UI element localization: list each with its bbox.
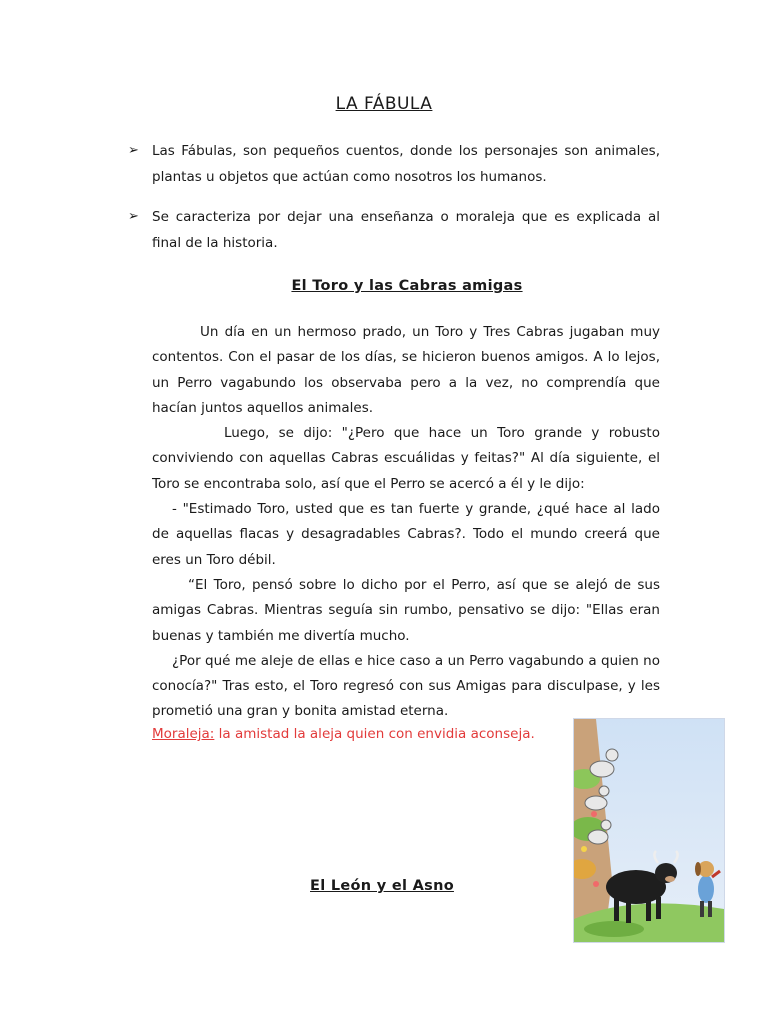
story-paragraph: Un día en un hermoso prado, un Toro y Tres Cabras jugaban muy contentos. Con el pasar de los días, se hicieron buenos amigos. A lo lejos, un Perro vagabundo los observaba pero a la vez, no comprendía que hacían juntos aquellos animales. — [152, 324, 660, 416]
moral-label: Moraleja: — [152, 726, 215, 742]
moral-line — [152, 726, 535, 742]
bullet-item — [128, 138, 660, 190]
bull-goats-dog-illustration — [573, 718, 725, 943]
page-title: LA FÁBULA — [335, 94, 433, 114]
arrow-bullet-icon: ➢ — [128, 209, 139, 224]
story-paragraph: - "Estimado Toro, usted que es tan fuerte y grande, ¿qué hace al lado de aquellas flacas y desagradables Cabras?. Todo el mundo creerá que eres un Toro débil. — [152, 501, 660, 568]
story-body — [152, 320, 660, 725]
moral-text: la amistad la aleja quien con envidia aconseja. — [214, 726, 535, 742]
arrow-bullet-icon: ➢ — [128, 143, 139, 158]
story-paragraph: “El Toro, pensó sobre lo dicho por el Perro, así que se alejó de sus amigas Cabras. Mientras seguía sin rumbo, pensativo se dijo: "Ellas eran buenas y también me divertía mucho. — [152, 576, 660, 644]
story-paragraph: Luego, se dijo: "¿Pero que hace un Toro grande y robusto conviviendo con aquellas Cabras escuálidas y feitas?" Al día siguiente, el Toro se encontraba solo, así que el Perro se acercó a él y le dijo: — [152, 425, 660, 492]
next-story-title: El León y el Asno — [310, 878, 454, 894]
bullet-text: Las Fábulas, son pequeños cuentos, donde los personajes son animales, plantas u objetos que actúan como nosotros los humanos. — [152, 143, 660, 185]
bullet-text: Se caracteriza por dejar una enseñanza o moraleja que es explicada al final de la historia. — [152, 209, 660, 251]
story-paragraph: ¿Por qué me aleje de ellas e hice caso a un Perro vagabundo a quien no conocía?" Tras esto, el Toro regresó con sus Amigas para disculpase, y les prometió una gran y bonita amistad eterna. — [152, 652, 660, 720]
bullet-item — [128, 204, 660, 256]
story-title: El Toro y las Cabras amigas — [291, 278, 523, 294]
